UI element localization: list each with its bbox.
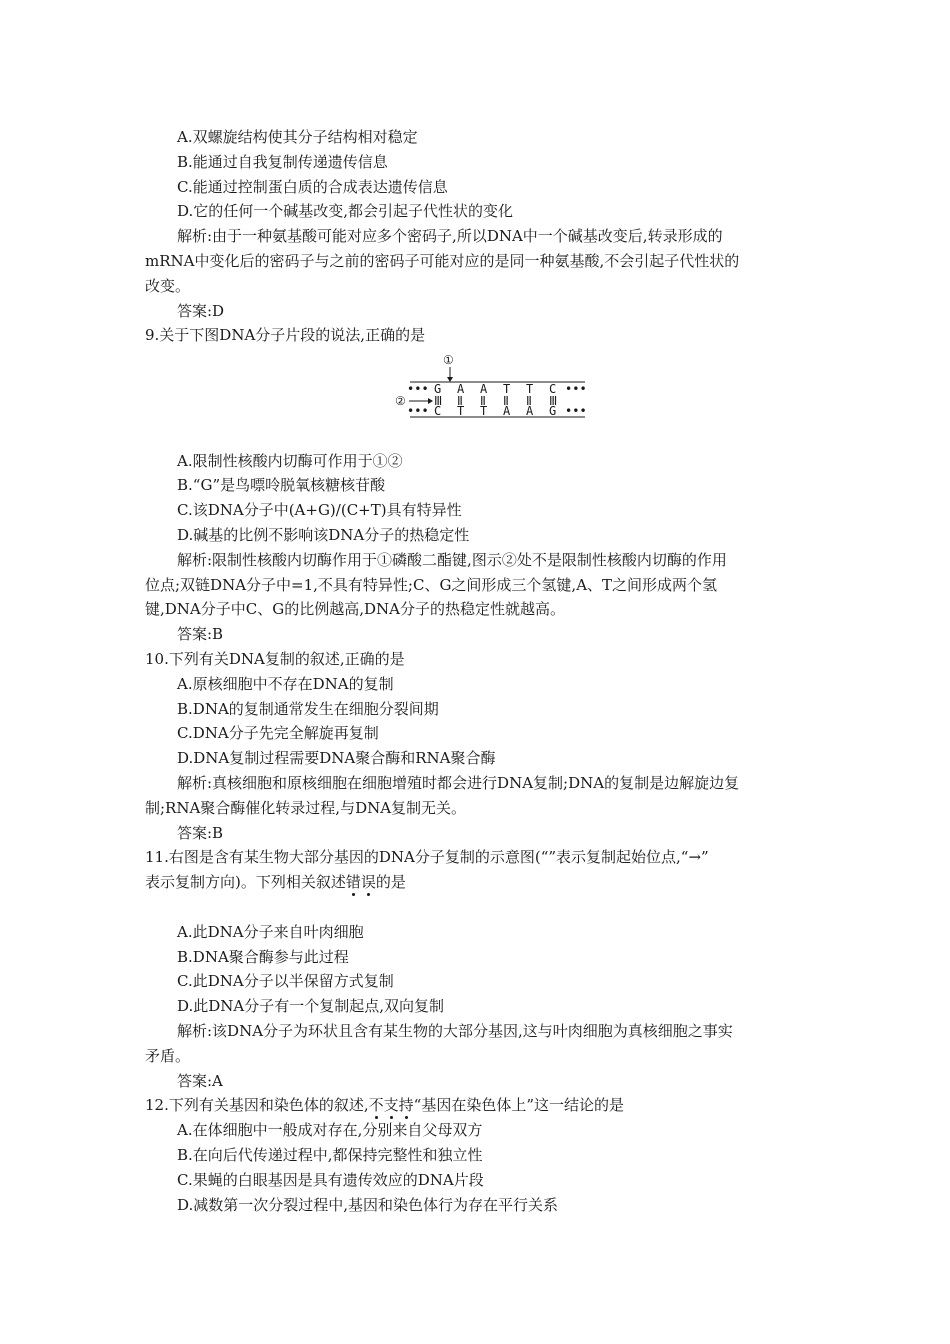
q12-stem-text: 12.下列有关基因和染色体的叙述,	[145, 1096, 369, 1114]
q9-option-d: D.碱基的比例不影响该DNA分子的热稳定性	[177, 526, 470, 544]
bottom-strand-bases	[434, 404, 556, 418]
q11-option-a: A.此DNA分子来自叶肉细胞	[177, 923, 364, 941]
q8-answer: 答案:D	[177, 302, 225, 320]
q8-analysis: 解析:由于一种氨基酸可能对应多个密码子,所以DNA中一个碱基改变后,转录形成的	[177, 227, 723, 245]
q10-option-b: B.DNA的复制通常发生在细胞分裂间期	[177, 700, 439, 718]
base-top-2: A	[457, 382, 465, 396]
q12-option-c: C.果蝇的白眼基因是具有遗传效应的DNA片段	[177, 1171, 484, 1189]
base-top-6: C	[549, 382, 557, 396]
base-top-4: T	[503, 382, 511, 396]
marker-1-arrowhead	[447, 377, 453, 382]
q8-option-b: B.能通过自我复制传递遗传信息	[177, 153, 388, 171]
bottom-ellipsis-left: •••	[407, 404, 429, 418]
q9-analysis: 解析:限制性核酸内切酶作用于①磷酸二酯键,图示②处不是限制性核酸内切酶的作用	[177, 551, 727, 569]
emphasis-char: 误	[360, 873, 376, 891]
q10-stem: 10.下列有关DNA复制的叙述,正确的是	[145, 650, 405, 668]
q11-option-b: B.DNA聚合酶参与此过程	[177, 948, 349, 966]
q11-stem-text: 的是	[375, 873, 406, 891]
q12-stem-text: “基因在染色体上”这一结论的是	[413, 1096, 625, 1114]
base-top-3: A	[480, 382, 488, 396]
base-bottom-2: T	[457, 404, 465, 418]
base-bottom-3: T	[480, 404, 488, 418]
q10-answer: 答案:B	[177, 824, 224, 842]
q11-option-d: D.此DNA分子有一个复制起点,双向复制	[177, 997, 445, 1015]
top-ellipsis-right: •••	[565, 382, 587, 396]
q11-analysis: 矛盾。	[145, 1047, 191, 1065]
q10-option-d: D.DNA复制过程需要DNA聚合酶和RNA聚合酶	[177, 749, 496, 767]
q11-analysis: 解析:该DNA分子为环状且含有某生物的大部分基因,这与叶肉细胞为真核细胞之事实	[177, 1022, 733, 1040]
hydrogen-bonds	[434, 394, 557, 408]
q8-analysis: mRNA中变化后的密码子与之前的密码子可能对应的是同一种氨基酸,不会引起子代性状的	[145, 252, 740, 270]
q12-option-a: A.在体细胞中一般成对存在,分别来自父母双方	[177, 1121, 483, 1139]
q9-option-c: C.该DNA分子中(A+G)/(C+T)具有特异性	[177, 501, 462, 519]
q9-answer: 答案:B	[177, 625, 224, 643]
marker-2-arrowhead	[428, 398, 433, 404]
q8-option-a: A.双螺旋结构使其分子结构相对稳定	[177, 128, 418, 146]
q11-stem-text: 表示复制方向)。下列相关叙述	[145, 873, 346, 891]
q10-analysis: 解析:真核细胞和原核细胞在细胞增殖时都会进行DNA复制;DNA的复制是边解旋边复	[177, 774, 740, 792]
q10-option-a: A.原核细胞中不存在DNA的复制	[177, 675, 394, 693]
dna-fragment-diagram	[395, 350, 595, 430]
bond-5: Ⅱ	[526, 394, 532, 408]
q10-analysis: 制;RNA聚合酶催化转录过程,与DNA复制无关。	[145, 799, 467, 817]
emphasis-char: 持	[398, 1096, 414, 1114]
q11-option-c: C.此DNA分子以半保留方式复制	[177, 972, 394, 990]
q9-option-a: A.限制性核酸内切酶可作用于①②	[177, 452, 403, 470]
base-top-5: T	[526, 382, 534, 396]
base-bottom-5: A	[526, 404, 534, 418]
q10-option-c: C.DNA分子先完全解旋再复制	[177, 724, 379, 742]
bond-2: Ⅱ	[457, 394, 463, 408]
bond-3: Ⅱ	[480, 394, 486, 408]
q11-stem-line2	[145, 872, 406, 892]
q8-option-d: D.它的任何一个碱基改变,都会引起子代性状的变化	[177, 202, 514, 220]
base-top-1: G	[434, 382, 442, 396]
q9-analysis: 位点;双链DNA分子中=1,不具有特异性;C、G之间形成三个氢键,A、T之间形成两个氢	[145, 576, 718, 594]
base-bottom-1: C	[434, 404, 442, 418]
q12-option-b: B.在向后代传递过程中,都保持完整性和独立性	[177, 1146, 483, 1164]
marker-2: ②	[395, 394, 406, 408]
bond-4: Ⅱ	[503, 394, 509, 408]
q11-answer: 答案:A	[177, 1072, 223, 1090]
q12-option-d: D.减数第一次分裂过程中,基因和染色体行为存在平行关系	[177, 1196, 559, 1214]
marker-1: ①	[443, 353, 454, 367]
bond-6: Ⅲ	[549, 394, 558, 408]
emphasis-char: 支	[383, 1096, 399, 1114]
bottom-ellipsis-right: •••	[565, 404, 587, 418]
q9-stem: 9.关于下图DNA分子片段的说法,正确的是	[145, 326, 426, 344]
q9-analysis: 键,DNA分子中C、G的比例越高,DNA分子的热稳定性就越高。	[145, 600, 565, 618]
q8-option-c: C.能通过控制蛋白质的合成表达遗传信息	[177, 178, 448, 196]
emphasis-char: 错	[345, 873, 361, 891]
q8-analysis: 改变。	[145, 277, 191, 295]
bond-1: Ⅲ	[434, 394, 443, 408]
q11-stem: 11.右图是含有某生物大部分基因的DNA分子复制的示意图(“”表示复制起始位点,“→”	[145, 848, 709, 866]
base-bottom-4: A	[503, 404, 511, 418]
q9-option-b: B.“G”是鸟嘌呤脱氧核糖核苷酸	[177, 476, 386, 494]
q12-stem	[145, 1095, 624, 1115]
top-strand-bases	[434, 382, 556, 396]
top-ellipsis-left: •••	[407, 382, 429, 396]
base-bottom-6: G	[549, 404, 557, 418]
emphasis-char: 不	[368, 1096, 384, 1114]
